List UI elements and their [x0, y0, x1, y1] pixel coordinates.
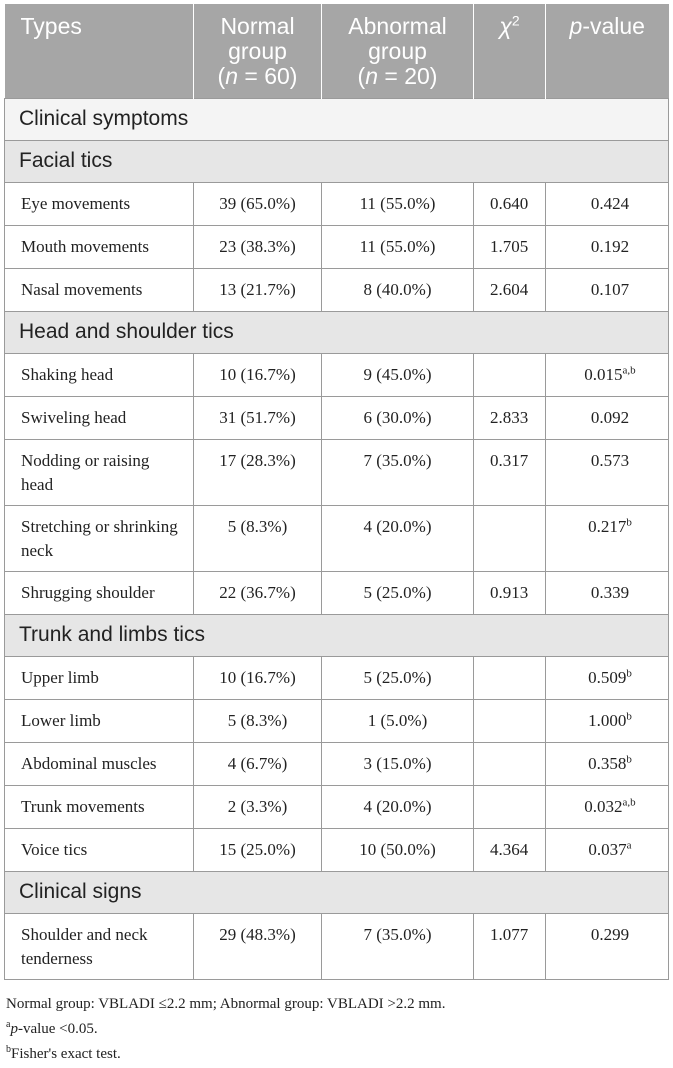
table-row: [5, 182, 669, 225]
table-row: [5, 396, 669, 439]
results-table: [4, 4, 669, 980]
cell-normal: 5 (8.3%): [194, 699, 322, 742]
cell-chi: 2.833: [474, 396, 546, 439]
section-row: [5, 614, 669, 656]
cell-chi: 0.640: [474, 182, 546, 225]
row-label: Nodding or raising head: [5, 439, 194, 505]
header-types: Types: [5, 4, 194, 98]
cell-p: 1.000$^b$: [546, 699, 669, 742]
row-label: Shaking head: [5, 353, 194, 396]
table-row: [5, 225, 669, 268]
table-row: [5, 268, 669, 311]
section-clinical-symptoms: Clinical symptoms: [5, 98, 669, 140]
table-row: [5, 571, 669, 614]
section-clinical-signs: Clinical signs: [5, 871, 669, 913]
results-table-container: [4, 4, 668, 1067]
cell-p: 0.092: [546, 396, 669, 439]
cell-abnormal: 6 (30.0%): [322, 396, 474, 439]
cell-chi: 4.364: [474, 828, 546, 871]
cell-p: 0.358$^b$: [546, 742, 669, 785]
table-row: [5, 913, 669, 979]
section-row: [5, 311, 669, 353]
cell-chi: 0.913: [474, 571, 546, 614]
cell-abnormal: 9 (45.0%): [322, 353, 474, 396]
table-row: [5, 656, 669, 699]
row-label: Stretching or shrinking neck: [5, 505, 194, 571]
cell-normal: 22 (36.7%): [194, 571, 322, 614]
section-row: [5, 871, 669, 913]
cell-chi: 1.077: [474, 913, 546, 979]
cell-chi: [474, 505, 546, 571]
cell-p: 0.509$^b$: [546, 656, 669, 699]
row-label: Upper limb: [5, 656, 194, 699]
cell-abnormal: 4 (20.0%): [322, 505, 474, 571]
cell-p: 0.032$^{a,b}$: [546, 785, 669, 828]
cell-p: 0.037$^a$: [546, 828, 669, 871]
cell-p: 0.217$^b$: [546, 505, 669, 571]
cell-normal: 15 (25.0%): [194, 828, 322, 871]
cell-abnormal: 3 (15.0%): [322, 742, 474, 785]
footnote-a: $^a$p-value <0.05.: [6, 1018, 98, 1037]
table-row: [5, 505, 669, 571]
row-label: Abdominal muscles: [5, 742, 194, 785]
section-facial-tics: Facial tics: [5, 140, 669, 182]
cell-chi: [474, 353, 546, 396]
row-label: Lower limb: [5, 699, 194, 742]
row-label: Nasal movements: [5, 268, 194, 311]
cell-abnormal: 5 (25.0%): [322, 656, 474, 699]
cell-normal: 31 (51.7%): [194, 396, 322, 439]
cell-p: 0.015$^{a,b}$: [546, 353, 669, 396]
cell-normal: 5 (8.3%): [194, 505, 322, 571]
cell-chi: 1.705: [474, 225, 546, 268]
cell-p: 0.192: [546, 225, 669, 268]
cell-normal: 4 (6.7%): [194, 742, 322, 785]
table-row: [5, 699, 669, 742]
cell-normal: 10 (16.7%): [194, 656, 322, 699]
cell-p: 0.424: [546, 182, 669, 225]
table-row: [5, 785, 669, 828]
section-head-shoulder-tics: Head and shoulder tics: [5, 311, 669, 353]
cell-normal: 39 (65.0%): [194, 182, 322, 225]
header-p-value: p-value: [546, 4, 669, 98]
cell-abnormal: 10 (50.0%): [322, 828, 474, 871]
section-trunk-limbs-tics: Trunk and limbs tics: [5, 614, 669, 656]
cell-abnormal: 7 (35.0%): [322, 913, 474, 979]
table-row: [5, 439, 669, 505]
cell-abnormal: 4 (20.0%): [322, 785, 474, 828]
cell-normal: 13 (21.7%): [194, 268, 322, 311]
row-label: Eye movements: [5, 182, 194, 225]
cell-abnormal: 7 (35.0%): [322, 439, 474, 505]
cell-p: 0.339: [546, 571, 669, 614]
row-label: Swiveling head: [5, 396, 194, 439]
table-header-row: [5, 4, 669, 98]
cell-normal: 17 (28.3%): [194, 439, 322, 505]
table-row: [5, 353, 669, 396]
table-footnotes: [4, 992, 668, 1067]
cell-normal: 10 (16.7%): [194, 353, 322, 396]
cell-abnormal: 11 (55.0%): [322, 182, 474, 225]
cell-abnormal: 11 (55.0%): [322, 225, 474, 268]
cell-chi: [474, 742, 546, 785]
cell-chi: 0.317: [474, 439, 546, 505]
row-label: Voice tics: [5, 828, 194, 871]
cell-p: 0.573: [546, 439, 669, 505]
cell-chi: [474, 785, 546, 828]
footnote-b: $^b$Fisher's exact test.: [6, 1043, 121, 1062]
cell-normal: 23 (38.3%): [194, 225, 322, 268]
row-label: Shrugging shoulder: [5, 571, 194, 614]
table-row: [5, 828, 669, 871]
header-chi-square: $\chi^2$: [474, 4, 546, 98]
footnote-groups: Normal group: VBLADI ≤2.2 mm; Abnormal group: VBLADI >2.2 mm.: [6, 995, 446, 1012]
cell-p: 0.107: [546, 268, 669, 311]
table-row: [5, 742, 669, 785]
row-label: Trunk movements: [5, 785, 194, 828]
section-row: [5, 98, 669, 140]
section-row: [5, 140, 669, 182]
cell-abnormal: 8 (40.0%): [322, 268, 474, 311]
cell-abnormal: 1 (5.0%): [322, 699, 474, 742]
header-normal-group: Normal group (n = 60): [194, 4, 322, 98]
cell-p: 0.299: [546, 913, 669, 979]
cell-normal: 29 (48.3%): [194, 913, 322, 979]
row-label: Shoulder and neck tenderness: [5, 913, 194, 979]
row-label: Mouth movements: [5, 225, 194, 268]
cell-normal: 2 (3.3%): [194, 785, 322, 828]
cell-abnormal: 5 (25.0%): [322, 571, 474, 614]
header-abnormal-group: Abnormal group (n = 20): [322, 4, 474, 98]
cell-chi: 2.604: [474, 268, 546, 311]
cell-chi: [474, 656, 546, 699]
cell-chi: [474, 699, 546, 742]
